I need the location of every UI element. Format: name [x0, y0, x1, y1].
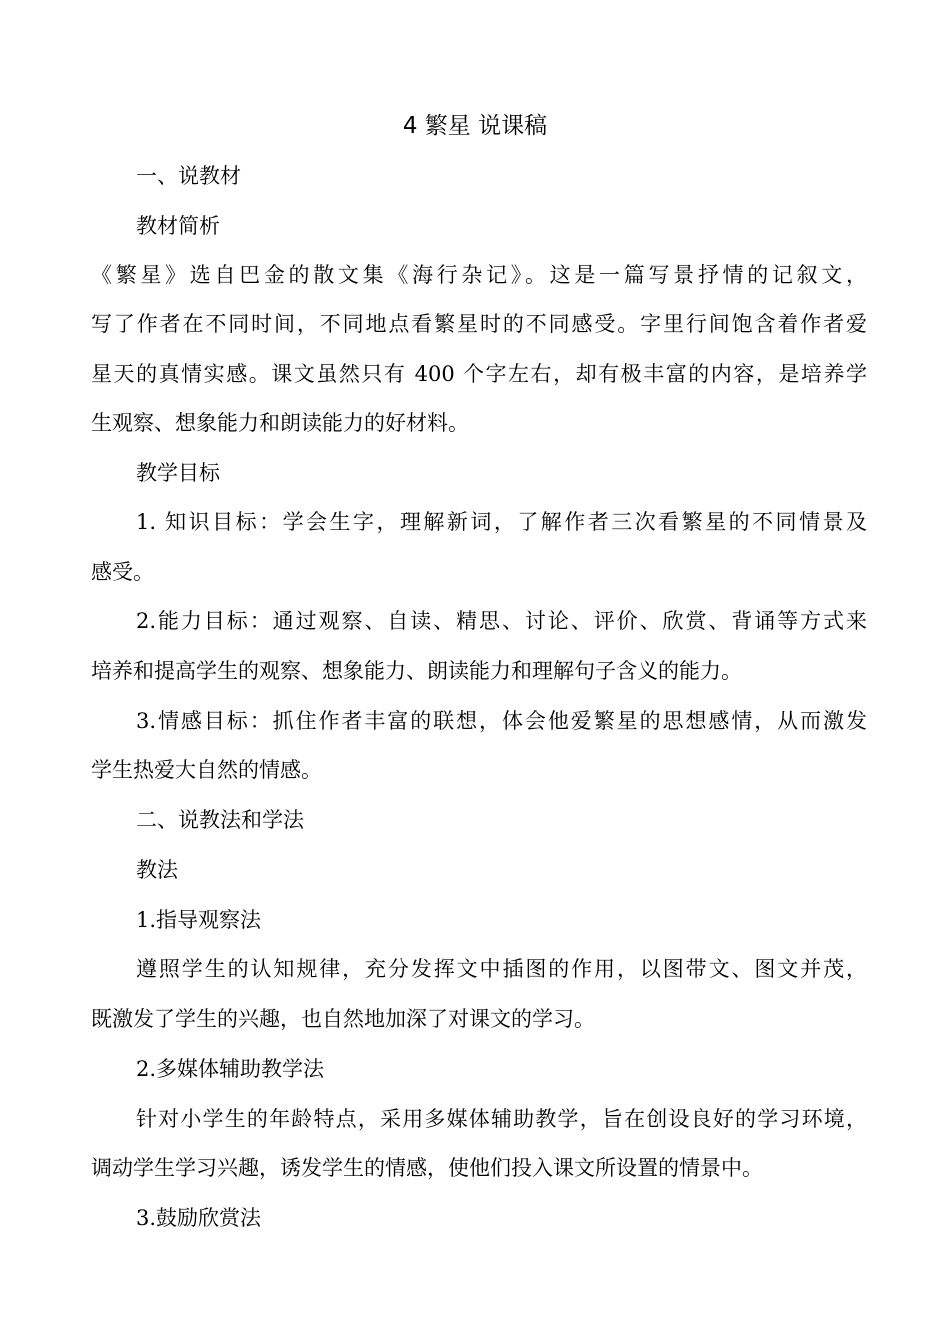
paragraph-line: 3.鼓励欣赏法 — [136, 1206, 262, 1230]
paragraph-line: 1.指导观察法 — [136, 908, 262, 932]
paragraph-line: 1. 知识目标：学会生字，理解新词，了解作者三次看繁星的不同情景及 — [136, 510, 867, 534]
paragraph-line: 生观察、想象能力和朗读能力的好材料。 — [91, 411, 469, 435]
document-title: 4 繁星 说课稿 — [402, 113, 548, 139]
paragraph-line: 培养和提高学生的观察、想象能力、朗读能力和理解句子含义的能力。 — [91, 659, 742, 683]
paragraph-line: 学生热爱大自然的情感。 — [91, 758, 322, 782]
paragraph-line: 二、说教法和学法 — [136, 808, 304, 832]
paragraph-line: 遵照学生的认知规律，充分发挥文中插图的作用，以图带文、图文并茂， — [136, 957, 867, 981]
paragraph-line: 教材简析 — [136, 214, 220, 238]
paragraph-line: 针对小学生的年龄特点，采用多媒体辅助教学，旨在创设良好的学习环境， — [136, 1107, 867, 1131]
paragraph-line: 教法 — [136, 858, 178, 882]
paragraph-line: 感受。 — [91, 560, 154, 584]
paragraph-line: 《繁星》选自巴金的散文集《海行杂记》。这是一篇写景抒情的记叙文， — [91, 263, 867, 287]
paragraph-line: 星天的真情实感。课文虽然只有 400 个字左右，却有极丰富的内容，是培养学 — [91, 362, 867, 386]
paragraph-line: 一、说教材 — [136, 164, 241, 188]
paragraph-line: 既激发了学生的兴趣，也自然地加深了对课文的学习。 — [91, 1007, 595, 1031]
paragraph-line: 教学目标 — [136, 461, 220, 485]
paragraph-line: 2.能力目标：通过观察、自读、精思、讨论、评价、欣赏、背诵等方式来 — [136, 609, 867, 633]
paragraph-line: 2.多媒体辅助教学法 — [136, 1057, 325, 1081]
paragraph-line: 3.情感目标：抓住作者丰富的联想，体会他爱繁星的思想感情，从而激发 — [136, 709, 867, 733]
paragraph-line: 调动学生学习兴趣，诱发学生的情感，使他们投入课文所设置的情景中。 — [91, 1156, 763, 1180]
paragraph-line: 写了作者在不同时间，不同地点看繁星时的不同感受。字里行间饱含着作者爱 — [91, 312, 867, 336]
